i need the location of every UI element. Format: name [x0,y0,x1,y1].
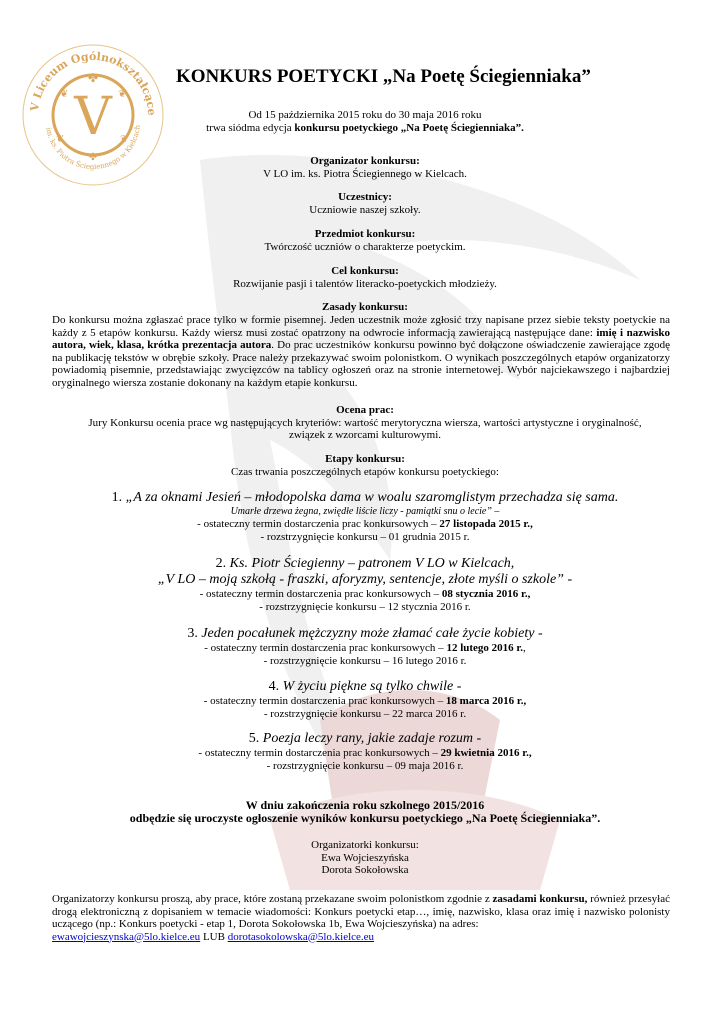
stage-5-result: - rozstrzygnięcie konkursu – 09 maja 2016 r. [266,759,464,772]
organizer-text: V LO im. ks. Piotra Ściegiennego w Kielcach. [263,167,467,180]
svg-text:❦: ❦ [120,134,129,145]
stage-4 [50,679,680,720]
evaluation-line1: Jury Konkursu ocenia prace wg następujących kryteriów: wartość merytoryczna wiersza, wartości artystyczne i oryginalność, [88,416,642,429]
intro-edition: trwa siódma edycja konkursu poetyckiego „Na Poetę Ściegienniaka”. [206,121,524,134]
closing-line2: odbędzie się uroczyste ogłoszenie wyników konkursu poetyckiego „Na Poetę Ściegienniaka”. [129,811,601,825]
logo-letter: V [74,87,112,147]
stage-2-deadline: - ostateczny termin dostarczenia prac konkursowych – 08 stycznia 2016 r., [199,588,531,600]
organizers [50,839,680,877]
participants-text: Uczniowie naszej szkoły. [309,203,421,216]
stages-heading: Etapy konkursu: [325,453,405,465]
svg-text:❦: ❦ [118,89,127,100]
goal-section [50,265,680,290]
email-link-ewa[interactable]: ewawojcieszynska@5lo.kielce.eu [52,930,201,943]
stage-5-title: 5. Poezja leczy rany, jakie zadaje rozum - [248,731,482,746]
stage-3-title: 3. Jeden pocałunek mężczyzny może złamać całe życie kobiety - [187,626,543,641]
svg-text:❦: ❦ [60,89,69,100]
stage-3-result: - rozstrzygnięcie konkursu – 16 lutego 2016 r. [263,654,467,667]
organizer-heading: Organizator konkursu: [310,155,420,167]
rules-text: Do konkursu można zgłaszać prace tylko w formie pisemnej. Jeden uczestnik może zgłosić trzy napisane przez siebie teksty poetyckie na każdy z 5 etapów konkursu. Każdy wiersz musi zostać opatrzony na odwrocie informacją zawierającą następujące dane: imię i nazwisko autora, wiek, klasa, krótka prezentacja autora. Do prac uczestników konkursu powinno być dołączone oświadczenie zawierające zgodę na publikację tekstów w obrębie szkoły. Prace należy przekazywać swoim polonistkom. O wynikach poszczególnych etapów organizatorzy powiadomią pisemnie, przedstawiając zwycięzców na tablicy ogłoszeń oraz na stronie internetowej. Wybór najciekawszego i najbardziej oryginalnego wiersza zostanie dokonany na każdym etapie konkursu. [52,314,670,389]
stages-intro [50,453,680,478]
stages-intro-text: Czas trwania poszczególnych etapów konkursu poetyckiego: [231,465,499,478]
stage-5 [50,731,680,772]
stage-2-result: - rozstrzygnięcie konkursu – 12 stycznia 2016 r. [259,600,471,613]
intro-dates: Od 15 października 2015 roku do 30 maja 2016 roku [248,109,482,121]
participants-heading: Uczestnicy: [338,191,392,203]
stage-2 [50,556,680,613]
participants-section [50,191,680,216]
stage-4-title: 4. W życiu piękne są tylko chwile - [268,679,462,694]
organizer-name: Ewa Wojcieszyńska [321,851,409,864]
stage-1 [50,490,680,543]
footer-note: Organizatorzy konkursu proszą, aby prace, które zostaną przekazane swoim polonistkom zgodnie z zasadami konkursu, również przesyłać drogą elektroniczną z dopisaniem w temacie wiadomości: Konkurs poetycki etap…, imię, nazwisko, klasa oraz imię i nazwisko polonisty uczącego (np.: Konkurs poetycki - etap 1, Dorota Sokołowska 1b, Ewa Wojcieszyńska) na adres: ewawojcieszynska@5lo.kielce.eu LUB dorotasokolowska@5lo.kielce.eu [52,893,670,943]
stage-5-deadline: - ostateczny termin dostarczenia prac konkursowych – 29 kwietnia 2016 r., [198,747,532,759]
stage-2-title: 2. Ks. Piotr Ściegienny – patronem V LO w Kielcach, [215,556,515,571]
evaluation-line2: związek z wzorcami kulturowymi. [288,429,442,441]
organizer-name: Dorota Sokołowska [321,864,409,876]
stage-1-title: 1. „A za oknami Jesień – młodopolska dama w woalu szaromglistym przechadza się sama. [111,490,619,505]
stage-1-motto: Umarłe drzewa żegna, zwiędłe liście liczy - pamiątki snu o lecie” – [230,506,500,517]
subject-text: Twórczość uczniów o charakterze poetyckim. [264,240,466,253]
logo-arc-text: V Liceum Ogólnokształcące [28,49,159,116]
stage-4-result: - rozstrzygnięcie konkursu – 22 marca 2016 r. [263,707,467,720]
stage-1-deadline: - ostateczny termin dostarczenia prac konkursowych – 27 listopada 2015 r., [197,518,533,530]
intro [50,109,680,134]
subject-section [50,228,680,253]
evaluation-heading: Ocena prac: [336,404,394,416]
stage-3 [50,626,680,667]
page-title: KONKURS POETYCKI „Na Poetę Ściegienniaka” [176,66,591,87]
stage-2-subtitle: „V LO – moją szkołą - fraszki, aforyzmy, sentencje, złote myśli o szkole” - [157,572,573,587]
email-link-dorota[interactable]: dorotasokolowska@5lo.kielce.eu [227,930,375,943]
organizer-section [50,155,680,180]
organizers-heading: Organizatorki konkursu: [311,839,419,851]
rules-heading: Zasady konkursu: [322,301,408,313]
goal-heading: Cel konkursu: [331,265,399,277]
svg-text:✤: ✤ [87,71,99,85]
svg-text:✤: ✤ [88,152,98,163]
stage-1-result: - rozstrzygnięcie konkursu – 01 grudnia 2015 r. [260,530,470,543]
stage-4-deadline: - ostateczny termin dostarczenia prac konkursowych – 18 marca 2016 r., [203,695,527,707]
logo-inner-text: im. ks. Piotra Ściegiennego w Kielcach [44,124,142,172]
subject-heading: Przedmiot konkursu: [314,228,416,240]
closing-line1: W dniu zakończenia roku szkolnego 2015/2016 [245,798,485,812]
goal-text: Rozwijanie pasji i talentów literacko-poetyckich młodzieży. [233,277,497,290]
stage-3-deadline: - ostateczny termin dostarczenia prac konkursowych – 12 lutego 2016 r., [204,642,526,654]
evaluation-section [50,404,680,442]
closing [50,799,680,825]
svg-text:❦: ❦ [56,134,65,145]
